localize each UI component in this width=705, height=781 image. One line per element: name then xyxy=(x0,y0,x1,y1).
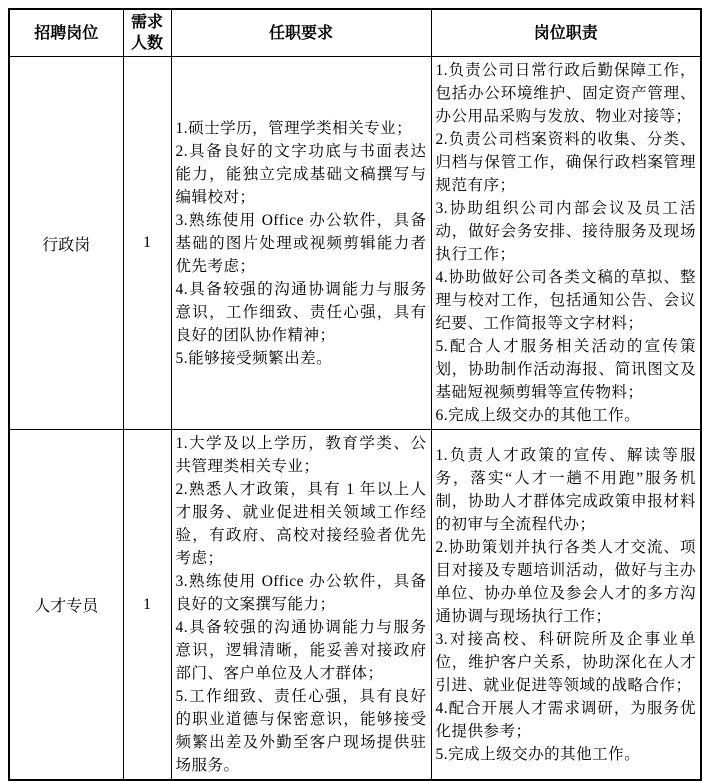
list-item: 2.熟悉人才政策，具有 1 年以上人才服务、就业促进相关领域工作经验，有政府、高校对接经验者优先考虑； xyxy=(175,481,427,567)
list-item: 3.熟练使用 Office 办公软件，具备良好的文案撰写能力； xyxy=(175,573,427,613)
recruitment-table xyxy=(8,8,702,781)
list-item: 1.硕士学历，管理学类相关专业； xyxy=(175,119,413,137)
list-item: 1.大学及以上学历，教育学类、公共管理类相关专业； xyxy=(175,435,427,475)
duties-cell xyxy=(431,430,701,781)
position-cell: 行政岗 xyxy=(9,57,123,430)
table-header-row xyxy=(9,9,701,57)
header-requirements: 任职要求 xyxy=(171,9,431,57)
table-row-admin xyxy=(9,57,701,430)
headcount-cell: 1 xyxy=(123,57,171,430)
list-item: 4.配合开展人才需求调研，为服务优化提供参考； xyxy=(435,699,696,740)
list-item: 2.协助策划并执行各类人才交流、项目对接及专题培训活动，做好与主办单位、协办单位及参会人才的多方沟通协调与现场执行工作； xyxy=(435,538,696,625)
duties-cell xyxy=(431,57,701,430)
list-item: 4.具备较强的沟通协调能力与服务意识，逻辑清晰，能妥善对接政府部门、客户单位及人才群体； xyxy=(175,619,427,682)
header-position: 招聘岗位 xyxy=(9,9,123,57)
list-item: 1.负责公司日常行政后勤保障工作，包括办公环境维护、固定资产管理、办公用品采购与发放、物业对接等； xyxy=(435,62,696,125)
list-item: 4.协助做好公司各类文稿的草拟、整理与校对工作，包括通知公告、会议纪要、工作简报等文字材料； xyxy=(435,269,696,332)
list-item: 5.完成上级交办的其他工作。 xyxy=(435,745,641,763)
list-item: 5.工作细致、责任心强，具有良好的职业道德与保密意识，能够接受频繁出差及外勤至客户现场提供驻场服务。 xyxy=(175,688,427,774)
list-item: 5.配合人才服务相关活动的宣传策划，协助制作活动海报、简讯图文及基础短视频剪辑等宣传物料； xyxy=(435,338,696,401)
list-item: 5.能够接受频繁出差。 xyxy=(175,349,333,367)
list-item: 3.对接高校、科研院所及企事业单位，维护客户关系，协助深化在人才引进、就业促进等领域的战略合作； xyxy=(435,630,696,694)
list-item: 4.具备较强的沟通协调能力与服务意识，工作细致、责任心强，具有良好的团队协作精神； xyxy=(175,280,427,344)
position-cell: 人才专员 xyxy=(9,430,123,781)
header-duties: 岗位职责 xyxy=(431,9,701,57)
list-item: 1.负责人才政策的宣传、解读等服务，落实“人才一趟不用跑”服务机制，协助人才群体完成政策申报材料的初审与全流程代办； xyxy=(435,446,696,533)
list-item: 6.完成上级交办的其他工作。 xyxy=(435,407,641,424)
headcount-cell: 1 xyxy=(123,430,171,781)
requirements-cell xyxy=(171,430,431,781)
requirements-cell xyxy=(171,57,431,430)
header-headcount: 需求人数 xyxy=(123,9,171,57)
list-item: 2.具备良好的文字功底与书面表达能力，能独立完成基础文稿撰写与编辑校对； xyxy=(175,142,427,206)
table-row-talent xyxy=(9,430,701,781)
list-item: 3.协助组织公司内部会议及员工活动，做好会务安排、接待服务及现场执行工作； xyxy=(435,200,696,263)
list-item: 2.负责公司档案资料的收集、分类、归档与保管工作，确保行政档案管理规范有序； xyxy=(435,131,696,194)
list-item: 3.熟练使用 Office 办公软件，具备基础的图片处理或视频剪辑能力者优先考虑； xyxy=(175,211,427,275)
